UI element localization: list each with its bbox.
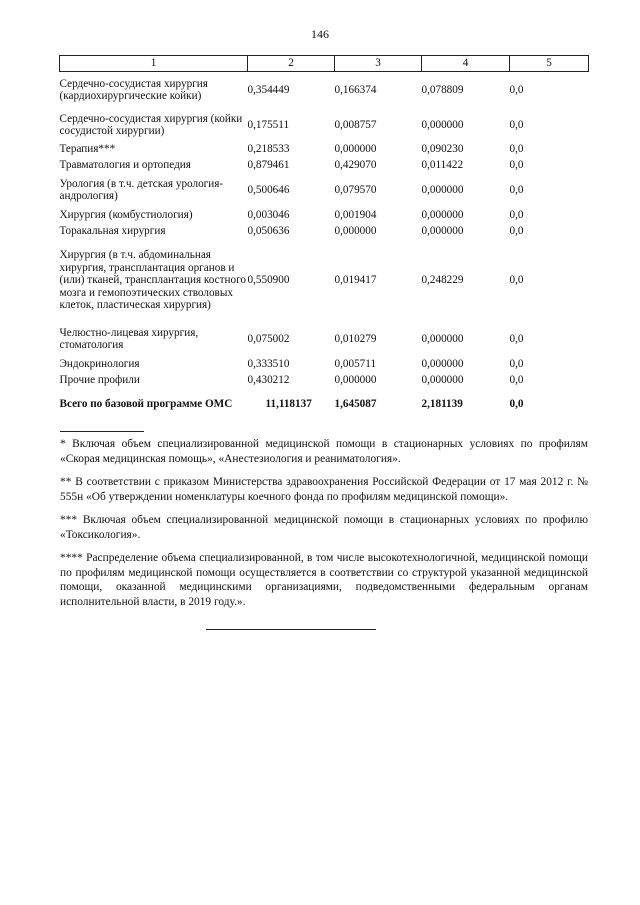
table-row [60,109,589,142]
value-col-2: 0,430212 [247,374,290,387]
value-col-4: 0,078809 [421,84,464,96]
column-header-5: 5 [510,56,589,72]
profile-name: Торакальная хирургия [59,225,166,238]
value-col-5: 0,0 [509,332,524,345]
value-col-3: 0,008757 [334,118,377,131]
value-col-3: 0,166374 [334,84,377,96]
value-col-3: 0,010279 [334,332,377,345]
value-col-2: 0,500646 [247,183,290,196]
value-col-2: 0,879461 [247,159,290,172]
value-col-2: 0,003046 [247,208,290,221]
value-col-5: 0,0 [509,143,524,156]
footnote-2: ** В соответствии с приказом Министерства здравоохранения Российской Федерации от 17 мая 2012 г. № 555н «Об утверждении номенклатуры коечного фонда по профилям медицинской помощи». [60,476,588,503]
profile-name: Терапия*** [59,143,116,156]
profile-name: Хирургия (комбустиология) [59,208,193,221]
value-col-2: 0,333510 [247,358,290,371]
profile-name: Сердечно-сосудистая хирургия (койки сосудистой хирургии) [59,112,243,137]
footnote-3: *** Включая объем специализированной медицинской помощи в стационарных условиях по профилю «Токсикология». [60,514,588,541]
value-col-3: 0,000000 [334,374,377,387]
value-col-3: 0,001904 [334,208,377,221]
total-col-5: 0,0 [509,397,524,410]
column-header-4: 4 [422,56,510,72]
value-col-5: 0,0 [509,358,524,371]
value-col-4: 0,000000 [421,183,464,196]
table-row [60,158,589,174]
value-col-5: 0,0 [509,159,524,172]
value-col-2: 0,354449 [247,84,290,96]
profile-name: Сердечно-сосудистая хирургия (кардиохирургические койки) [59,77,208,103]
value-col-2: 0,218533 [247,143,290,156]
total-label: Всего по базовой программе ОМС [59,397,233,410]
value-col-4: 0,248229 [421,274,464,287]
column-header-2: 2 [248,56,335,72]
footnote-separator [60,431,144,432]
page-number: 146 [311,27,329,41]
total-col-4: 2,181139 [421,397,463,410]
column-header-3: 3 [335,56,422,72]
footnote-4: **** Распределение объема специализированной, в том числе высокотехнологичной, медицинской помощи по профилям медицинской помощи осуществляется в соответствии со структурой указанной медицинской помощи, оказанной медицинскими организациями, подведомственными федеральным органам исполнительной власти, в 2019 году.». [60,552,588,608]
profile-name: Урология (в т.ч. детская урология-андрология) [59,177,224,202]
table-row [60,142,589,158]
value-col-2: 0,550900 [247,274,290,287]
value-col-3: 0,000000 [334,143,377,156]
profile-name: Травматология и ортопедия [59,159,191,172]
value-col-2: 0,050636 [247,225,290,238]
value-col-4: 0,011422 [421,159,464,172]
profile-name: Челюстно-лицевая хирургия, стоматология [59,326,199,351]
table-header-row [60,56,589,72]
profile-name: Прочие профили [59,374,140,387]
total-row [60,389,589,420]
value-col-4: 0,090230 [421,143,464,156]
column-header-1: 1 [60,56,248,72]
value-col-3: 0,005711 [334,358,377,371]
value-col-5: 0,0 [509,183,524,196]
value-col-4: 0,000000 [421,225,464,238]
value-col-3: 0,000000 [334,225,377,238]
value-col-5: 0,0 [509,374,524,387]
value-col-4: 0,000000 [421,332,464,345]
table-row [60,207,589,224]
value-col-4: 0,000000 [421,374,464,387]
table-row [60,357,589,373]
total-col-3: 1,645087 [334,397,377,410]
value-col-4: 0,000000 [421,358,464,371]
table-row [60,174,589,207]
value-col-4: 0,000000 [421,118,464,131]
table-row [60,72,589,109]
value-col-3: 0,079570 [334,183,377,196]
value-col-3: 0,019417 [334,274,377,287]
profile-name: Хирургия (в т.ч. абдоминальная хирургия, трансплантация органов и (или) тканей, трансплантация костного мозга и гемопоэтических стволовых клеток, пластическая хирургия) [59,249,247,312]
value-col-3: 0,429070 [334,159,377,172]
table-row [60,373,589,389]
table-row [60,322,589,357]
total-col-2: 11,118137 [265,397,312,410]
value-col-5: 0,0 [509,118,524,131]
value-col-5: 0,0 [509,84,524,96]
footnotes [60,437,588,618]
profile-name: Эндокринология [59,358,140,371]
value-col-2: 0,175511 [247,118,290,131]
value-col-5: 0,0 [509,274,524,287]
table-row [60,240,589,322]
closing-rule [206,629,376,630]
value-col-5: 0,0 [509,225,524,238]
value-col-5: 0,0 [509,208,524,221]
table-row [60,224,589,240]
value-col-4: 0,000000 [421,208,464,221]
value-col-2: 0,075002 [247,332,290,345]
volume-table [59,55,589,420]
footnote-1: * Включая объем специализированной медицинской помощи в стационарных условиях по профилям «Скорая медицинская помощь», «Анестезиология и реаниматология». [60,438,588,465]
